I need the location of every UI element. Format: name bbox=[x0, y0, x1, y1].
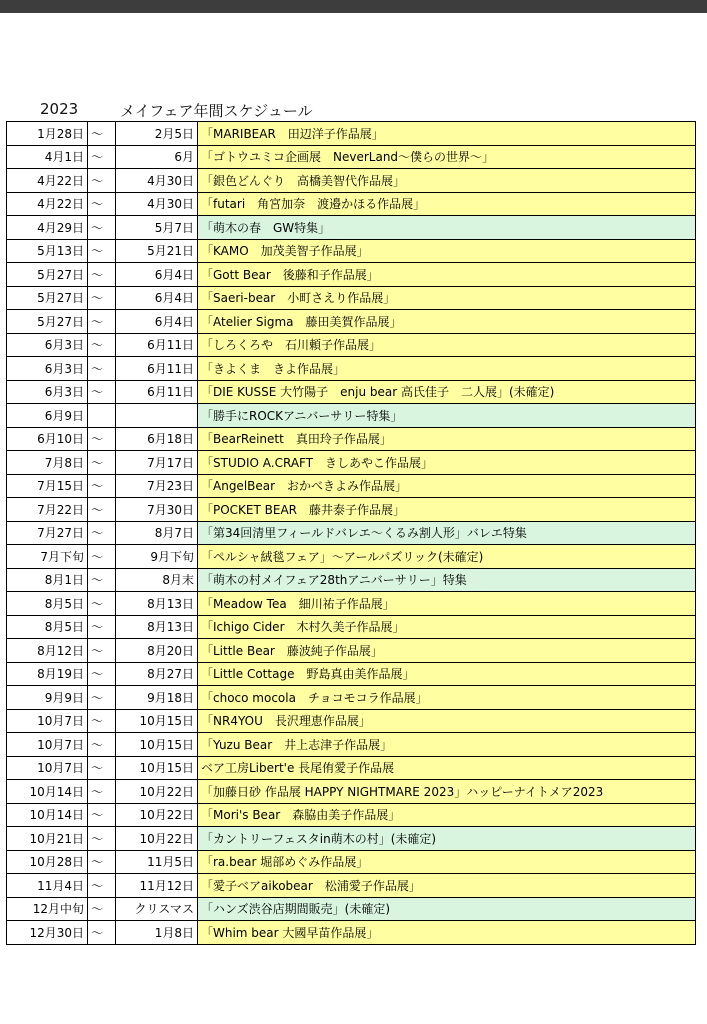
table-row bbox=[7, 145, 696, 169]
end-date-cell: 5月21日 bbox=[116, 239, 198, 263]
range-separator-cell: 〜 bbox=[88, 498, 116, 522]
end-date-cell: 6月4日 bbox=[116, 263, 198, 287]
range-separator-cell: 〜 bbox=[88, 357, 116, 381]
range-separator-cell: 〜 bbox=[88, 216, 116, 240]
event-name-cell: 「choco mocola チョコモコラ作品展」 bbox=[198, 686, 696, 710]
event-name-cell: 「MARIBEAR 田辺洋子作品展」 bbox=[198, 122, 696, 146]
end-date-cell: 10月22日 bbox=[116, 803, 198, 827]
table-row bbox=[7, 897, 696, 921]
range-separator-cell: 〜 bbox=[88, 615, 116, 639]
range-separator-cell: 〜 bbox=[88, 850, 116, 874]
table-row bbox=[7, 874, 696, 898]
range-separator-cell: 〜 bbox=[88, 592, 116, 616]
table-row bbox=[7, 780, 696, 804]
start-date-cell: 5月27日 bbox=[7, 263, 88, 287]
table-row bbox=[7, 827, 696, 851]
range-separator-cell: 〜 bbox=[88, 122, 116, 146]
start-date-cell: 7月15日 bbox=[7, 474, 88, 498]
range-separator-cell: 〜 bbox=[88, 545, 116, 569]
end-date-cell: 8月7日 bbox=[116, 521, 198, 545]
table-row bbox=[7, 357, 696, 381]
event-name-cell: 「Mori's Bear 森脇由美子作品展」 bbox=[198, 803, 696, 827]
event-name-cell: 「萌木の村メイフェア28thアニバーサリー」特集 bbox=[198, 568, 696, 592]
start-date-cell: 4月22日 bbox=[7, 169, 88, 193]
start-date-cell: 6月3日 bbox=[7, 357, 88, 381]
table-row bbox=[7, 803, 696, 827]
event-name-cell: 「ra.bear 堀部めぐみ作品展」 bbox=[198, 850, 696, 874]
end-date-cell: 10月15日 bbox=[116, 756, 198, 780]
title-year: 2023 bbox=[40, 100, 79, 118]
event-name-cell: 「Yuzu Bear 井上志津子作品展」 bbox=[198, 733, 696, 757]
event-name-cell: 「銀色どんぐり 高橋美智代作品展」 bbox=[198, 169, 696, 193]
range-separator-cell: 〜 bbox=[88, 380, 116, 404]
range-separator-cell: 〜 bbox=[88, 145, 116, 169]
event-name-cell: 「萌木の春 GW特集」 bbox=[198, 216, 696, 240]
table-row bbox=[7, 921, 696, 945]
event-name-cell: 「勝手にROCKアニバーサリー特集」 bbox=[198, 404, 696, 428]
end-date-cell: 8月13日 bbox=[116, 592, 198, 616]
range-separator-cell: 〜 bbox=[88, 897, 116, 921]
table-row bbox=[7, 239, 696, 263]
end-date-cell: 10月15日 bbox=[116, 733, 198, 757]
end-date-cell: 7月17日 bbox=[116, 451, 198, 475]
range-separator-cell: 〜 bbox=[88, 733, 116, 757]
end-date-cell: 6月4日 bbox=[116, 286, 198, 310]
schedule-table bbox=[6, 121, 696, 945]
event-name-cell: 「Ichigo Cider 木村久美子作品展」 bbox=[198, 615, 696, 639]
end-date-cell: 6月11日 bbox=[116, 357, 198, 381]
end-date-cell: 9月18日 bbox=[116, 686, 198, 710]
range-separator-cell: 〜 bbox=[88, 662, 116, 686]
event-name-cell: 「第34回清里フィールドバレエ〜くるみ割人形」バレエ特集 bbox=[198, 521, 696, 545]
start-date-cell: 7月8日 bbox=[7, 451, 88, 475]
start-date-cell: 10月28日 bbox=[7, 850, 88, 874]
title-heading: メイフェア年間スケジュール bbox=[120, 102, 313, 120]
range-separator-cell: 〜 bbox=[88, 827, 116, 851]
start-date-cell: 10月7日 bbox=[7, 733, 88, 757]
table-row bbox=[7, 427, 696, 451]
range-separator-cell: 〜 bbox=[88, 780, 116, 804]
start-date-cell: 1月28日 bbox=[7, 122, 88, 146]
start-date-cell: 10月21日 bbox=[7, 827, 88, 851]
range-separator-cell: 〜 bbox=[88, 921, 116, 945]
start-date-cell: 5月13日 bbox=[7, 239, 88, 263]
start-date-cell: 10月14日 bbox=[7, 780, 88, 804]
table-row bbox=[7, 310, 696, 334]
end-date-cell: 11月5日 bbox=[116, 850, 198, 874]
range-separator-cell: 〜 bbox=[88, 756, 116, 780]
table-row bbox=[7, 756, 696, 780]
table-row bbox=[7, 333, 696, 357]
table-row bbox=[7, 474, 696, 498]
end-date-cell: 11月12日 bbox=[116, 874, 198, 898]
start-date-cell: 9月9日 bbox=[7, 686, 88, 710]
end-date-cell: 10月22日 bbox=[116, 780, 198, 804]
table-row bbox=[7, 709, 696, 733]
table-row bbox=[7, 380, 696, 404]
event-name-cell: 「ゴトウユミコ企画展 NeverLand〜僕らの世界〜」 bbox=[198, 145, 696, 169]
end-date-cell: 5月7日 bbox=[116, 216, 198, 240]
table-row bbox=[7, 592, 696, 616]
end-date-cell: 8月27日 bbox=[116, 662, 198, 686]
range-separator-cell: 〜 bbox=[88, 169, 116, 193]
event-name-cell: 「Saeri-bear 小町さえり作品展」 bbox=[198, 286, 696, 310]
event-name-cell: 「加藤日砂 作品展 HAPPY NIGHTMARE 2023」ハッピーナイトメア2023 bbox=[198, 780, 696, 804]
range-separator-cell: 〜 bbox=[88, 709, 116, 733]
end-date-cell: 10月15日 bbox=[116, 709, 198, 733]
start-date-cell: 8月1日 bbox=[7, 568, 88, 592]
start-date-cell: 5月27日 bbox=[7, 310, 88, 334]
end-date-cell: 2月5日 bbox=[116, 122, 198, 146]
end-date-cell: 6月18日 bbox=[116, 427, 198, 451]
table-row bbox=[7, 662, 696, 686]
end-date-cell: 6月11日 bbox=[116, 380, 198, 404]
end-date-cell: 8月13日 bbox=[116, 615, 198, 639]
range-separator-cell: 〜 bbox=[88, 521, 116, 545]
start-date-cell: 12月中旬 bbox=[7, 897, 88, 921]
start-date-cell: 6月9日 bbox=[7, 404, 88, 428]
end-date-cell: クリスマス bbox=[116, 897, 198, 921]
event-name-cell: 「Gott Bear 後藤和子作品展」 bbox=[198, 263, 696, 287]
table-row bbox=[7, 498, 696, 522]
table-row bbox=[7, 286, 696, 310]
event-name-cell: 「BearReinett 真田玲子作品展」 bbox=[198, 427, 696, 451]
table-row bbox=[7, 545, 696, 569]
event-name-cell: 「POCKET BEAR 藤井泰子作品展」 bbox=[198, 498, 696, 522]
end-date-cell: 1月8日 bbox=[116, 921, 198, 945]
event-name-cell: 「きよくま きよ作品展」 bbox=[198, 357, 696, 381]
table-row bbox=[7, 639, 696, 663]
table-row bbox=[7, 122, 696, 146]
event-name-cell: 「しろくろや 石川頼子作品展」 bbox=[198, 333, 696, 357]
table-row bbox=[7, 169, 696, 193]
end-date-cell: 8月20日 bbox=[116, 639, 198, 663]
range-separator-cell: 〜 bbox=[88, 192, 116, 216]
table-row bbox=[7, 263, 696, 287]
end-date-cell: 8月末 bbox=[116, 568, 198, 592]
table-row bbox=[7, 568, 696, 592]
table-row bbox=[7, 404, 696, 428]
event-name-cell: 「Whim bear 大國早苗作品展」 bbox=[198, 921, 696, 945]
start-date-cell: 7月22日 bbox=[7, 498, 88, 522]
start-date-cell: 4月22日 bbox=[7, 192, 88, 216]
start-date-cell: 6月3日 bbox=[7, 380, 88, 404]
range-separator-cell: 〜 bbox=[88, 286, 116, 310]
event-name-cell: 「Atelier Sigma 藤田美賀作品展」 bbox=[198, 310, 696, 334]
event-name-cell: 「Little Bear 藤波純子作品展」 bbox=[198, 639, 696, 663]
range-separator-cell: 〜 bbox=[88, 803, 116, 827]
start-date-cell: 4月29日 bbox=[7, 216, 88, 240]
end-date-cell: 4月30日 bbox=[116, 192, 198, 216]
end-date-cell: 7月23日 bbox=[116, 474, 198, 498]
range-separator-cell: 〜 bbox=[88, 451, 116, 475]
end-date-cell: 10月22日 bbox=[116, 827, 198, 851]
start-date-cell: 6月3日 bbox=[7, 333, 88, 357]
range-separator-cell: 〜 bbox=[88, 474, 116, 498]
start-date-cell: 4月1日 bbox=[7, 145, 88, 169]
event-name-cell: 「DIE KUSSE 大竹陽子 enju bear 高氏佳子 二人展」(未確定) bbox=[198, 380, 696, 404]
event-name-cell: ベア工房Libert'e 長尾侑愛子作品展 bbox=[198, 756, 696, 780]
end-date-cell: 6月4日 bbox=[116, 310, 198, 334]
end-date-cell: 7月30日 bbox=[116, 498, 198, 522]
range-separator-cell: 〜 bbox=[88, 686, 116, 710]
range-separator-cell: 〜 bbox=[88, 427, 116, 451]
table-row bbox=[7, 733, 696, 757]
event-name-cell: 「愛子ベアaikobear 松浦愛子作品展」 bbox=[198, 874, 696, 898]
range-separator-cell: 〜 bbox=[88, 333, 116, 357]
start-date-cell: 7月27日 bbox=[7, 521, 88, 545]
table-row bbox=[7, 686, 696, 710]
end-date-cell: 6月11日 bbox=[116, 333, 198, 357]
table-row bbox=[7, 615, 696, 639]
event-name-cell: 「NR4YOU 長沢理恵作品展」 bbox=[198, 709, 696, 733]
end-date-cell: 6月 bbox=[116, 145, 198, 169]
event-name-cell: 「Meadow Tea 細川祐子作品展」 bbox=[198, 592, 696, 616]
event-name-cell: 「futari 角宮加奈 渡邉かほる作品展」 bbox=[198, 192, 696, 216]
range-separator-cell bbox=[88, 404, 116, 428]
range-separator-cell: 〜 bbox=[88, 874, 116, 898]
event-name-cell: 「STUDIO A.CRAFT きしあやこ作品展」 bbox=[198, 451, 696, 475]
range-separator-cell: 〜 bbox=[88, 263, 116, 287]
end-date-cell: 9月下旬 bbox=[116, 545, 198, 569]
range-separator-cell: 〜 bbox=[88, 639, 116, 663]
start-date-cell: 8月5日 bbox=[7, 615, 88, 639]
start-date-cell: 7月下旬 bbox=[7, 545, 88, 569]
range-separator-cell: 〜 bbox=[88, 568, 116, 592]
start-date-cell: 5月27日 bbox=[7, 286, 88, 310]
event-name-cell: 「Little Cottage 野島真由美作品展」 bbox=[198, 662, 696, 686]
range-separator-cell: 〜 bbox=[88, 239, 116, 263]
event-name-cell: 「AngelBear おかべきよみ作品展」 bbox=[198, 474, 696, 498]
event-name-cell: 「ハンズ渋谷店期間販売」(未確定) bbox=[198, 897, 696, 921]
schedule-body bbox=[7, 122, 696, 945]
top-bar bbox=[0, 0, 707, 13]
table-row bbox=[7, 850, 696, 874]
start-date-cell: 8月19日 bbox=[7, 662, 88, 686]
event-name-cell: 「カントリーフェスタin萌木の村」(未確定) bbox=[198, 827, 696, 851]
table-row bbox=[7, 451, 696, 475]
table-row bbox=[7, 216, 696, 240]
table-row bbox=[7, 521, 696, 545]
start-date-cell: 6月10日 bbox=[7, 427, 88, 451]
start-date-cell: 10月14日 bbox=[7, 803, 88, 827]
end-date-cell: 4月30日 bbox=[116, 169, 198, 193]
start-date-cell: 11月4日 bbox=[7, 874, 88, 898]
range-separator-cell: 〜 bbox=[88, 310, 116, 334]
table-row bbox=[7, 192, 696, 216]
start-date-cell: 8月12日 bbox=[7, 639, 88, 663]
start-date-cell: 10月7日 bbox=[7, 756, 88, 780]
start-date-cell: 10月7日 bbox=[7, 709, 88, 733]
start-date-cell: 8月5日 bbox=[7, 592, 88, 616]
end-date-cell bbox=[116, 404, 198, 428]
start-date-cell: 12月30日 bbox=[7, 921, 88, 945]
event-name-cell: 「ペルシャ絨毯フェア」〜アールパズリック(未確定) bbox=[198, 545, 696, 569]
event-name-cell: 「KAMO 加茂美智子作品展」 bbox=[198, 239, 696, 263]
